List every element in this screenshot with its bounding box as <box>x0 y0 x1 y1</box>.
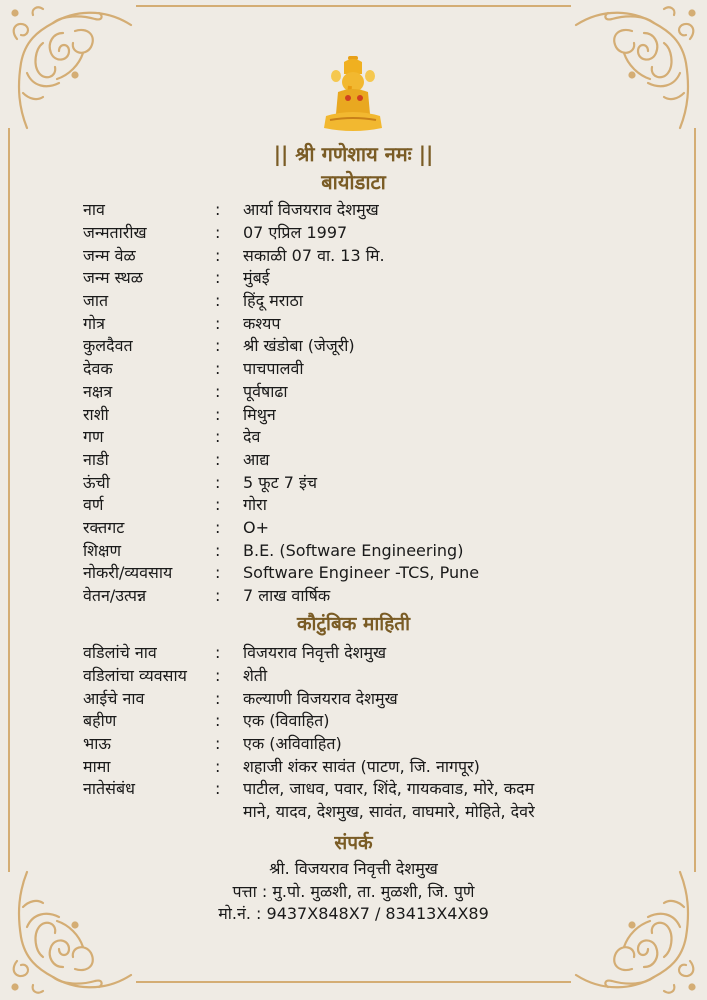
row-separator: : <box>215 643 221 663</box>
contact-name: श्री. विजयराव निवृत्ती देशमुख <box>269 859 438 878</box>
family-row-father-name <box>83 642 535 665</box>
row-separator: : <box>215 586 221 606</box>
row-label: नातेसंबंध <box>83 779 135 799</box>
row-separator: : <box>215 381 221 401</box>
family-row-maternal-uncle <box>83 755 535 778</box>
row-value: कल्याणी विजयराव देशमुख <box>243 688 398 708</box>
detail-row-caste <box>83 290 479 313</box>
row-separator: : <box>215 359 221 379</box>
family-row-mother-name <box>83 687 535 710</box>
row-label: नक्षत्र <box>83 381 113 401</box>
detail-row-bloodgroup <box>83 517 479 540</box>
detail-row-gotra <box>83 312 479 335</box>
detail-row-height <box>83 471 479 494</box>
row-separator: : <box>215 756 221 776</box>
mantra-heading: || श्री गणेशाय नमः || <box>273 142 434 166</box>
row-separator: : <box>215 404 221 424</box>
row-label: वडिलांचा व्यवसाय <box>83 666 187 686</box>
border-left-line <box>8 128 10 872</box>
row-separator: : <box>215 540 221 560</box>
row-value: B.E. (Software Engineering) <box>243 540 464 560</box>
detail-row-birthplace <box>83 267 479 290</box>
row-value: 7 लाख वार्षिक <box>243 586 331 606</box>
detail-row-income <box>83 585 479 608</box>
row-value: आर्या विजयराव देशमुख <box>243 200 379 220</box>
row-value <box>243 778 535 823</box>
row-value: 5 फूट 7 इंच <box>243 472 318 492</box>
row-separator: : <box>215 200 221 220</box>
detail-row-kuldaivat <box>83 335 479 358</box>
corner-flourish-icon <box>3 3 138 133</box>
row-label: शिक्षण <box>83 540 122 560</box>
row-separator: : <box>215 427 221 447</box>
row-separator: : <box>215 245 221 265</box>
row-value: हिंदू मराठा <box>243 291 303 311</box>
row-label: भाऊ <box>83 734 111 754</box>
row-label: जन्म वेळ <box>83 245 136 265</box>
page-title: बायोडाटा <box>321 170 386 194</box>
row-label: जन्म स्थळ <box>83 268 143 288</box>
family-details <box>83 642 535 824</box>
row-separator: : <box>215 472 221 492</box>
row-value: शेती <box>243 666 268 686</box>
row-label: नोकरी/व्यवसाय <box>83 563 173 583</box>
row-separator: : <box>215 449 221 469</box>
row-label: मामा <box>83 756 111 776</box>
row-label: जन्मतारीख <box>83 223 147 243</box>
detail-row-birthtime <box>83 244 479 267</box>
row-value: एक (अविवाहित) <box>243 734 342 754</box>
row-label: जात <box>83 291 109 311</box>
detail-row-nadi <box>83 449 479 472</box>
ganesha-idol-icon <box>320 56 386 136</box>
relatives-line: माने, यादव, देशमुख, सावंत, वाघमारे, मोहिते, देवरे <box>243 801 535 821</box>
row-label: वर्ण <box>83 495 104 515</box>
row-label: बहीण <box>83 711 117 731</box>
row-separator: : <box>215 291 221 311</box>
row-label: गोत्र <box>83 313 105 333</box>
row-separator: : <box>215 666 221 686</box>
row-separator: : <box>215 336 221 356</box>
row-value: कश्यप <box>243 313 281 333</box>
row-value: श्री खंडोबा (जेजूरी) <box>243 336 355 356</box>
row-separator: : <box>215 563 221 583</box>
family-row-brother <box>83 733 535 756</box>
row-separator: : <box>215 711 221 731</box>
corner-flourish-icon <box>569 3 704 133</box>
row-value: पाचपालवी <box>243 359 304 379</box>
detail-row-rashi <box>83 403 479 426</box>
row-separator: : <box>215 734 221 754</box>
row-label: राशी <box>83 404 109 424</box>
row-label: नाव <box>83 200 105 220</box>
row-label: ऊंची <box>83 472 110 492</box>
detail-row-devak <box>83 358 479 381</box>
border-bottom-line <box>136 981 571 983</box>
row-value: आद्य <box>243 449 270 469</box>
row-label: कुलदैवत <box>83 336 133 356</box>
row-value: मुंबई <box>243 268 270 288</box>
detail-row-nakshatra <box>83 381 479 404</box>
row-value: गोरा <box>243 495 267 515</box>
row-label: रक्तगट <box>83 517 125 537</box>
row-label: वडिलांचे नाव <box>83 643 157 663</box>
detail-row-occupation <box>83 562 479 585</box>
row-value: शहाजी शंकर सावंत (पाटण, जि. नागपूर) <box>243 756 480 776</box>
row-value: O+ <box>243 517 269 537</box>
family-row-father-occupation <box>83 665 535 688</box>
row-separator: : <box>215 495 221 515</box>
border-right-line <box>694 128 696 872</box>
row-separator: : <box>215 268 221 288</box>
row-label: आईचे नाव <box>83 688 145 708</box>
contact-phone: मो.नं. : 9437X848X7 / 83413X4X89 <box>218 904 489 923</box>
row-separator: : <box>215 688 221 708</box>
row-separator: : <box>215 517 221 537</box>
row-separator: : <box>215 779 221 799</box>
row-separator: : <box>215 313 221 333</box>
row-label: वेतन/उत्पन्न <box>83 586 147 606</box>
detail-row-gan <box>83 426 479 449</box>
border-top-line <box>136 5 571 7</box>
contact-section-heading: संपर्क <box>334 832 373 854</box>
row-label: गण <box>83 427 104 447</box>
detail-row-complexion <box>83 494 479 517</box>
row-value: Software Engineer -TCS, Pune <box>243 563 480 583</box>
contact-address: पत्ता : मु.पो. मुळशी, ता. मुळशी, जि. पुणे <box>232 881 475 901</box>
relatives-line: पाटील, जाधव, पवार, शिंदे, गायकवाड, मोरे, कदम <box>243 779 535 799</box>
row-label: नाडी <box>83 449 109 469</box>
row-value: पूर्वषाढा <box>243 381 288 401</box>
row-value: सकाळी 07 वा. 13 मि. <box>243 245 385 265</box>
family-row-relatives <box>83 778 535 823</box>
row-value: 07 एप्रिल 1997 <box>243 223 348 243</box>
contact-details <box>0 858 707 926</box>
family-row-sister <box>83 710 535 733</box>
row-value: एक (विवाहित) <box>243 711 330 731</box>
family-section-heading: कौटुंबिक माहिती <box>296 613 411 635</box>
row-value: देव <box>243 427 261 447</box>
row-value: मिथुन <box>243 404 276 424</box>
row-separator: : <box>215 223 221 243</box>
detail-row-name <box>83 199 479 222</box>
personal-details <box>83 199 479 607</box>
row-label: देवक <box>83 359 113 379</box>
row-value: विजयराव निवृत्ती देशमुख <box>243 643 387 663</box>
detail-row-birthdate <box>83 222 479 245</box>
detail-row-education <box>83 539 479 562</box>
